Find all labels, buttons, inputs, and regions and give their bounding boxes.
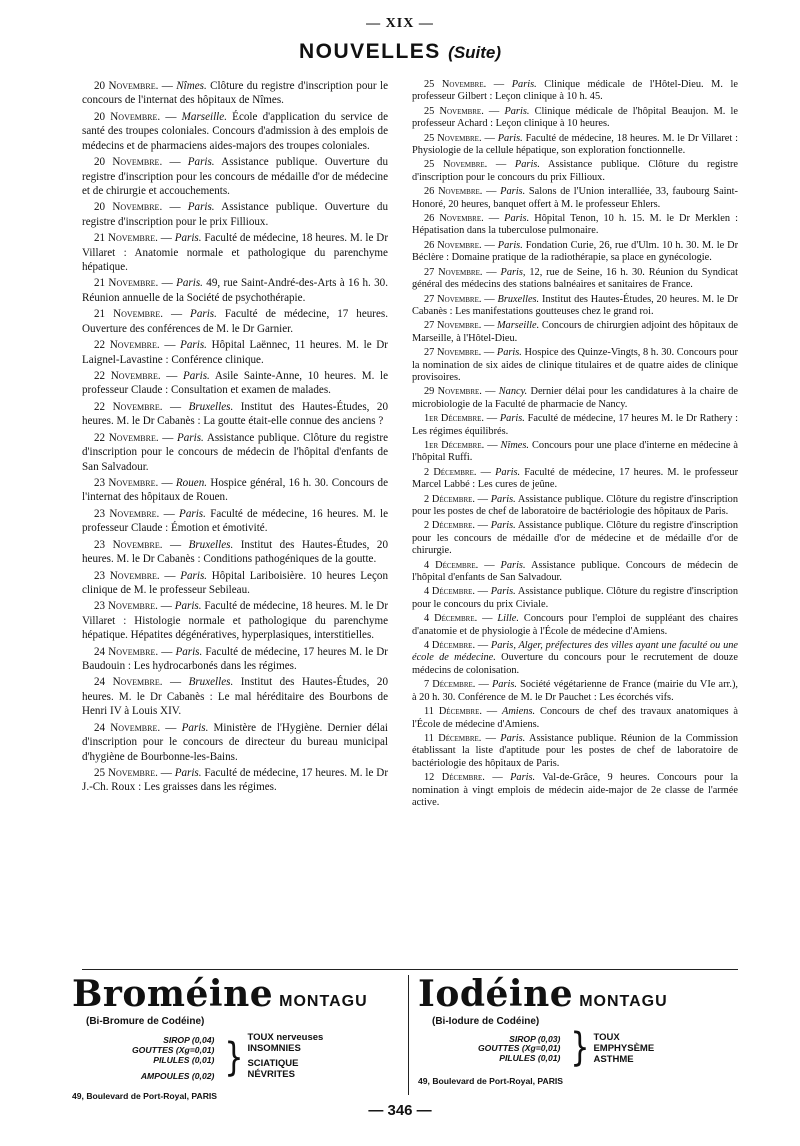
entry-text: Clinique médicale de l'Hôtel-Dieu. M. le professeur Gilbert : Leçon clinique à 10 h. 45. xyxy=(412,79,738,103)
entry-date: 12 Décembre. xyxy=(424,772,485,784)
entry-date: 24 Novembre. xyxy=(94,645,159,658)
bromeine-brand-name: Broméine xyxy=(72,973,274,1015)
entry-date: 4 Décembre. xyxy=(424,559,479,571)
news-entry: 26 Novembre. — Paris. Fondation Curie, 26, rue d'Ulm. 10 h. 30. M. le Dr Béclère : Domaine pratique de la radiothérapie, sa place en gynécologie. xyxy=(412,239,738,264)
news-entry: 7 Décembre. — Paris. Société végétarienne de France (mairie du VIe arr.), à 20 h. 30. Conférence de M. le Dr Pauchet : Les écorchés vifs. xyxy=(412,679,738,703)
section-title xyxy=(0,40,800,64)
news-entry: 4 Décembre. — Paris, Alger, préfectures des villes ayant une faculté ou une école de médecine. Ouverture du concours pour le recrutement de douze médecins de colonisation. xyxy=(412,640,738,676)
dosage-item: PILULES (0,01) xyxy=(153,1054,215,1065)
bromeine-dosage-list xyxy=(132,1036,220,1082)
entry-city: Lille. xyxy=(497,613,519,625)
entry-city: Marseille. xyxy=(181,110,227,123)
entry-city: Paris. xyxy=(187,201,215,214)
entry-city: Paris. xyxy=(175,645,203,658)
entry-text: Assistance publique. Clôture du registre d'inscription pour les concours de médaille d'or de médecine et de médaille d'or de chirurgie. xyxy=(412,520,738,557)
entry-text: Faculté de médecine, 18 heures. M. le Dr Villaret : Physiologie de la cellule hépatique, son exploration fonctionnelle. xyxy=(412,132,738,157)
right-column xyxy=(412,79,738,967)
entry-date: 22 Novembre. xyxy=(94,339,160,352)
entry-text: Dernier délai pour les candidatures à la chaire de microbiologie de la Faculté de pharmacie de Nancy. xyxy=(412,386,738,410)
entry-city: Nancy. xyxy=(498,386,528,398)
entry-text: Clinique médicale de l'hôpital Beaujon. M. le professeur Achard : Leçon clinique à 10 heures. xyxy=(412,105,738,130)
entry-city: Paris. xyxy=(504,105,530,117)
entry-city: Marseille. xyxy=(496,320,540,332)
entry-city: Bruxelles. xyxy=(188,676,234,689)
entry-date: 25 Novembre. xyxy=(424,159,488,171)
entry-date: 27 Novembre. xyxy=(424,320,482,332)
entry-date: 21 Novembre. xyxy=(94,277,159,290)
entry-city: Paris. xyxy=(490,493,516,505)
entry-city: Paris. xyxy=(500,559,526,571)
entry-text: Hospice général, 16 h. 30. Concours de l'internat des hôpitaux de Rouen. xyxy=(82,476,388,504)
entry-date: 23 Novembre. xyxy=(94,600,158,613)
entry-date: 25 Novembre. xyxy=(424,132,482,144)
entry-city: Paris. xyxy=(490,586,516,598)
news-entry: 21 Novembre. — Paris. Faculté de médecine, 17 heures. Ouverture des conférences de M. le Dr Garnier. xyxy=(82,308,388,335)
indication-item: TOUX xyxy=(593,1032,620,1043)
entry-text: Hôpital Tenon, 10 h. 15. M. le Dr Merklen : Hépatisation dans la tuberculose pulmonaire. xyxy=(412,213,738,237)
entry-date: 27 Novembre. xyxy=(424,266,483,278)
entry-city: Paris. xyxy=(510,772,536,784)
news-entry: 27 Novembre. — Bruxelles. Institut des Hautes-Études, 20 heures. M. le Dr Cabanès : Les manifestations goutteuses chez le grand roi. xyxy=(412,293,738,317)
entry-text: Assistance publique. Clôture du registre d'inscription pour les postes de chef de laboratoire de bactériologie des hôpitaux de Paris. xyxy=(412,493,738,517)
entry-city: Paris. xyxy=(181,721,209,734)
entry-text: Fondation Curie, 26, rue d'Ulm. 10 h. 30. M. le Dr Béclère : Domaine pratique de la radiothérapie, sa place en gynécologie. xyxy=(412,239,738,264)
entry-city: Paris. xyxy=(504,213,530,225)
entry-text: Assistance publique. Ouverture du registre d'inscription pour le prix Fillioux. xyxy=(82,201,388,228)
ads-divider-line xyxy=(82,969,738,970)
entry-city: Paris. xyxy=(180,339,207,352)
indication-item: NÉVRITES xyxy=(247,1068,295,1080)
dosage-item: GOUTTES (Xg=0,01) xyxy=(132,1044,215,1055)
entry-date: 23 Novembre. xyxy=(94,507,160,520)
news-entry: 4 Décembre. — Paris. Assistance publique. Concours de médecin de l'hôpital d'enfants de San Salvadour. xyxy=(412,559,738,584)
bromeine-indications xyxy=(247,1033,323,1085)
news-entry: 4 Décembre. — Paris. Assistance publique. Clôture du registre d'inscription pour le concours du prix Civiale. xyxy=(412,586,738,610)
news-entry: 27 Novembre. — Marseille. Concours de chirurgien adjoint des hôpitaux de Marseille, à l'Hôtel-Dieu. xyxy=(412,320,738,344)
dosage-item: PILULES (0,01) xyxy=(499,1053,561,1064)
entry-date: 20 Novembre. xyxy=(94,110,161,123)
entry-text: Faculté de médecine, 18 heures. M. le Dr Villaret : Histologie normale et pathologique du parenchyme hépatique. Hépatites dégénératives, hyperplasiques, interstitielles. xyxy=(82,600,388,642)
entry-text: Faculté de médecine, 16 heures. M. le professeur Claude : Émotion et émotivité. xyxy=(82,507,388,535)
entry-text: Ministère de l'Hygiène. Dernier délai d'inscription pour le concours de directeur du bureau municipal d'hygiène de Bourbonne-les-Bains. xyxy=(82,721,388,763)
entry-date: 21 Novembre. xyxy=(94,308,163,321)
entry-date: 24 Novembre. xyxy=(94,676,163,689)
entry-date: 27 Novembre. xyxy=(424,347,482,359)
entry-text: Concours de chirurgien adjoint des hôpitaux de Marseille, à l'Hôtel-Dieu. xyxy=(412,320,738,344)
news-entry: 22 Novembre. — Paris. Assistance publique. Clôture du registre d'inscription pour le concours de médecin de l'hôpital d'enfants de San Salvadour. xyxy=(82,431,388,473)
entry-date: 27 Novembre. xyxy=(424,293,482,305)
entry-city: Paris. xyxy=(179,507,206,520)
entry-city: Paris. xyxy=(499,413,525,425)
entry-text: Salons de l'Union interalliée, 33, faubourg Saint-Honoré, 20 heures, banquet offert à M. le professeur Ehlers. xyxy=(412,186,738,210)
entry-city: Paris. xyxy=(187,156,215,169)
entry-text: Faculté de médecine, 17 heures. M. le professeur Marcel Labbé : Les cures de jeûne. xyxy=(412,466,738,491)
entry-city: Paris. xyxy=(180,569,208,582)
news-entry: 2 Décembre. — Paris. Faculté de médecine, 17 heures. M. le professeur Marcel Labbé : Les cures de jeûne. xyxy=(412,466,738,491)
entry-text: Institut des Hautes-Études, 20 heures. M. le Dr Cabanès : La goutte était-elle connue des anciens ? xyxy=(82,400,388,428)
indication-toux: TOUX nerveuses xyxy=(247,1032,324,1043)
news-entry: 25 Novembre. — Paris. Clinique médicale de l'Hôtel-Dieu. M. le professeur Gilbert : Leçon clinique à 10 h. 45. xyxy=(412,79,738,103)
indication-item: SCIATIQUE xyxy=(247,1057,299,1069)
entry-city: Paris, Alger, préfectures des villes ayant une faculté ou une école de médecine. xyxy=(412,640,738,664)
iodeine-advertisement xyxy=(418,974,748,1098)
news-entry: 23 Novembre. — Paris. Faculté de médecine, 18 heures. M. le Dr Villaret : Histologie normale et pathologique du parenchyme hépatique. Hépatites dégénératives, hyperplasiques, interstitielles. xyxy=(82,600,388,642)
news-entry: 20 Novembre. — Paris. Assistance publique. Ouverture du registre d'inscription pour le prix Fillioux. xyxy=(82,201,388,228)
bromeine-brand xyxy=(72,974,402,1014)
section-title-suffix: (Suite) xyxy=(448,43,502,62)
entry-text: Assistance publique. Clôture du registre d'inscription pour le concours du prix Fillioux. xyxy=(412,159,738,183)
entry-text: Concours pour l'emploi de suppléant des chaires d'anatomie et de physiologie à l'École de médecine d'Amiens. xyxy=(412,613,738,637)
entry-date: 2 Décembre. xyxy=(424,493,475,505)
entry-city: Paris. xyxy=(495,466,521,478)
section-title-text: NOUVELLES xyxy=(298,40,441,63)
news-entry: 22 Novembre. — Paris. Hôpital Laënnec, 11 heures. M. le Dr Laignel-Lavastine : Conférence clinique. xyxy=(82,339,388,366)
entry-date: 4 Décembre. xyxy=(424,640,476,652)
news-entry: 20 Novembre. — Nîmes. Clôture du registre d'inscription pour le concours de l'internat des hôpitaux de Nîmes. xyxy=(82,80,388,107)
entry-date: 1er Décembre. xyxy=(424,413,484,425)
entry-date: 23 Novembre. xyxy=(94,476,159,489)
entry-city: Bruxelles. xyxy=(497,293,540,305)
news-entry: 26 Novembre. — Paris. Hôpital Tenon, 10 h. 15. M. le Dr Merklen : Hépatisation dans la tuberculose pulmonaire. xyxy=(412,213,738,237)
iodeine-dosage-block xyxy=(418,1025,748,1072)
entry-city: Paris. xyxy=(496,347,522,359)
ads-vertical-divider xyxy=(408,975,409,1095)
entry-city: Bruxelles. xyxy=(188,400,234,413)
dosage-item: AMPOULES (0,02) xyxy=(140,1070,215,1081)
entry-text: Société végétarienne de France (mairie du VIe arr.), à 20 h. 30. Conférence de M. le Dr Pauchet : Les écorchés vifs. xyxy=(412,679,738,703)
bromeine-dosage-block xyxy=(72,1033,402,1085)
entry-text: Hôpital Lariboisière. 10 heures Leçon clinique de M. le professeur Sebileau. xyxy=(82,569,388,596)
entry-city: Paris. xyxy=(491,679,517,691)
news-entry: 4 Décembre. — Lille. Concours pour l'emploi de suppléant des chaires d'anatomie et de physiologie à l'École de médecine d'Amiens. xyxy=(412,613,738,637)
news-entry: 25 Novembre. — Paris. Faculté de médecine, 18 heures. M. le Dr Villaret : Physiologie de la cellule hépatique, son exploration fonctionnelle. xyxy=(412,132,738,157)
news-entry: 21 Novembre. — Paris. 49, rue Saint-André-des-Arts à 16 h. 30. Réunion annuelle de la Société de psychothérapie. xyxy=(82,277,388,304)
news-entry: 23 Novembre. — Paris. Hôpital Lariboisière. 10 heures Leçon clinique de M. le professeur Sebileau. xyxy=(82,569,388,596)
entry-city: Paris. xyxy=(176,277,203,290)
entry-text: Faculté de médecine, 17 heures. M. le Dr J.-Ch. Roux : Les graisses dans les régimes. xyxy=(82,766,388,794)
news-entry: 29 Novembre. — Nancy. Dernier délai pour les candidatures à la chaire de microbiologie de la Faculté de pharmacie de Nancy. xyxy=(412,386,738,410)
entry-city: Paris. xyxy=(190,308,217,321)
entry-text: 12, rue de Seine, 16 h. 30. Réunion du Syndicat général des médecins des stations balnéaires et sanitaires de France. xyxy=(412,266,738,291)
entry-text: Clôture du registre d'inscription pour le concours de l'internat des hôpitaux de Nîmes. xyxy=(82,80,388,107)
dosage-item: SIROP (0,04) xyxy=(163,1035,215,1046)
news-entry: 24 Novembre. — Paris. Faculté de médecine, 17 heures M. le Dr Baudouin : Les hydrocarbonés dans les régimes. xyxy=(82,645,388,673)
entry-date: 24 Novembre. xyxy=(94,721,161,734)
indication-item: ASTHME xyxy=(593,1053,634,1065)
iodeine-subtitle: (Bi-Iodure de Codéine) xyxy=(432,1016,540,1027)
news-entry: 20 Novembre. — Paris. Assistance publique. Ouverture du registre d'inscription pour les concours de médaille d'or de médecine et de chirurgie et accouchements. xyxy=(82,156,388,197)
entry-date: 26 Novembre. xyxy=(424,186,483,198)
news-entry: 1er Décembre. — Nîmes. Concours pour une place d'interne en médecine à l'hôpital Ruffi. xyxy=(412,439,738,464)
indication-group xyxy=(247,1033,323,1055)
entry-date: 20 Novembre. xyxy=(94,80,159,92)
left-column xyxy=(82,79,388,967)
iodeine-brand xyxy=(418,974,748,1014)
entry-text: Institut des Hautes-Études, 20 heures. M. le Dr Cabanès : Conditions pathogéniques de la goutte. xyxy=(82,538,388,566)
entry-date: 25 Novembre. xyxy=(424,105,484,117)
entry-date: 4 Décembre. xyxy=(424,613,478,625)
entry-text: École d'application du service de santé des troupes coloniales. Concours d'admission à des emplois de médecins et de pharmaciens aides-majors des troupes coloniales. xyxy=(82,110,388,152)
entry-date: 23 Novembre. xyxy=(94,569,160,582)
entry-date: 4 Décembre. xyxy=(424,586,475,598)
entry-date: 11 Décembre. xyxy=(424,732,482,744)
brace-glyph: } xyxy=(224,1035,244,1081)
entry-text: Institut des Hautes-Études, 20 heures. M. le Dr Cabanès : Le mal héréditaire des Bourbons de Henri IV à Louis XIV. xyxy=(82,676,388,718)
entry-city: Paris. xyxy=(511,79,537,90)
entry-city: Nîmes. xyxy=(500,439,529,451)
dosage-item: GOUTTES (Xg=0,01) xyxy=(478,1043,561,1054)
entry-date: 26 Novembre. xyxy=(424,213,484,225)
entry-text: Hospice des Quinze-Vingts, 8 h. 30. Concours pour la nomination de six aides de clinique titulaires et de quatre aides de clinique provisoires. xyxy=(412,347,738,383)
news-entry: 25 Novembre. — Paris. Clinique médicale de l'hôpital Beaujon. M. le professeur Achard : Leçon clinique à 10 heures. xyxy=(412,105,738,130)
entry-city: Paris. xyxy=(174,600,202,613)
entry-date: 2 Décembre. xyxy=(424,466,477,478)
news-entry: 21 Novembre. — Paris. Faculté de médecine, 18 heures. M. le Dr Villaret : Anatomie normale et pathologique du parenchyme hépatique. xyxy=(82,232,388,274)
iodeine-brand-name: Iodéine xyxy=(418,973,574,1015)
entry-city: Amiens. xyxy=(502,706,536,718)
entry-text: Val-de-Grâce, 9 heures. Concours pour la nomination à vingt emplois de médecin aide-major de 2e classe de l'armée active. xyxy=(412,772,738,808)
entry-text: Hôpital Laënnec, 11 heures. M. le Dr Laignel-Lavastine : Conférence clinique. xyxy=(82,339,388,366)
news-entry: 12 Décembre. — Paris. Val-de-Grâce, 9 heures. Concours pour la nomination à vingt emplois de médecin aide-major de 2e classe de l'armée active. xyxy=(412,772,738,808)
iodeine-dosage-list xyxy=(478,1035,566,1065)
news-entry: 23 Novembre. — Bruxelles. Institut des Hautes-Études, 20 heures. M. le Dr Cabanès : Conditions pathogéniques de la goutte. xyxy=(82,538,388,566)
indication-item: INSOMNIES xyxy=(247,1042,301,1054)
entry-city: Bruxelles. xyxy=(188,538,234,551)
entry-date: 20 Novembre. xyxy=(94,201,163,214)
entry-text: Faculté de médecine, 17 heures. Ouverture des conférences de M. le Dr Garnier. xyxy=(82,308,388,335)
entry-text: Assistance publique. Clôture du registre d'inscription pour le concours de médecin de l'hôpital d'enfants de San Salvadour. xyxy=(82,431,388,473)
news-entry: 22 Novembre. — Paris. Asile Sainte-Anne, 10 heures. M. le professeur Claude : Consultation et examen de malades. xyxy=(82,370,388,397)
entry-text: Concours pour une place d'interne en médecine à l'hôpital Ruffi. xyxy=(412,439,738,464)
entry-text: Assistance publique. Concours de médecin de l'hôpital d'enfants de San Salvadour. xyxy=(412,559,738,584)
entry-city: Rouen. xyxy=(175,476,208,489)
news-entry: 26 Novembre. — Paris. Salons de l'Union interalliée, 33, faubourg Saint-Honoré, 20 heures, banquet offert à M. le professeur Ehlers. xyxy=(412,186,738,210)
news-entry: 2 Décembre. — Paris. Assistance publique. Clôture du registre d'inscription pour les concours de médaille d'or de médecine et de médaille d'or de chirurgie. xyxy=(412,520,738,557)
entry-text: 49, rue Saint-André-des-Arts à 16 h. 30. Réunion annuelle de la Société de psychothérapie. xyxy=(82,277,388,304)
entry-text: Ouverture du concours pour le recrutement de douze médecins de colonisation. xyxy=(412,652,738,676)
news-entry: 11 Décembre. — Paris. Assistance publique. Réunion de la Commission établissant la liste d'aptitude pour les postes de chef de laboratoire de bactériologie des hôpitaux de Paris. xyxy=(412,732,738,769)
entry-date: 20 Novembre. xyxy=(94,156,163,169)
page-number-top: — XIX — xyxy=(366,16,434,31)
news-entry: 23 Novembre. — Paris. Faculté de médecine, 16 heures. M. le professeur Claude : Émotion et émotivité. xyxy=(82,507,388,535)
entry-date: 26 Novembre. xyxy=(424,239,482,251)
entry-text: Assistance publique. Clôture du registre d'inscription pour le concours du prix Civiale. xyxy=(412,586,738,610)
dosage-item: SIROP (0,03) xyxy=(509,1033,561,1044)
entry-city: Paris. xyxy=(500,186,526,198)
page-number-bottom: — 346 — xyxy=(368,1102,432,1119)
entry-text: Faculté de médecine, 17 heures M. le Dr Baudouin : Les hydrocarbonés dans les régimes. xyxy=(82,645,388,673)
entry-date: 29 Novembre. xyxy=(424,386,482,398)
entry-date: 2 Décembre. xyxy=(424,520,475,532)
entry-date: 25 Novembre. xyxy=(94,766,158,779)
news-entry: 1er Décembre. — Paris. Faculté de médecine, 17 heures M. le Dr Rathery : Les régimes équilibrés. xyxy=(412,413,738,437)
news-entry: 11 Décembre. — Amiens. Concours de chef des travaux anatomiques à l'École de médecine d'Amiens. xyxy=(412,706,738,730)
entry-city: Paris. xyxy=(174,766,202,779)
bromeine-brand-suffix: MONTAGU xyxy=(279,993,368,1010)
entry-city: Paris, xyxy=(500,266,526,278)
entry-text: Faculté de médecine, 18 heures. M. le Dr Villaret : Anatomie normale et pathologique du parenchyme hépatique. xyxy=(82,232,388,274)
entry-date: 23 Novembre. xyxy=(94,538,163,551)
entry-text: Concours de chef des travaux anatomiques à l'École de médecine d'Amiens. xyxy=(412,706,738,730)
bromeine-subtitle: (Bi-Bromure de Codéine) xyxy=(86,1016,205,1027)
news-entry: 23 Novembre. — Rouen. Hospice général, 16 h. 30. Concours de l'internat des hôpitaux de Rouen. xyxy=(82,476,388,504)
entry-text: Faculté de médecine, 17 heures M. le Dr Rathery : Les régimes équilibrés. xyxy=(412,413,738,437)
entry-city: Paris. xyxy=(174,232,202,245)
entry-date: 25 Novembre. xyxy=(424,79,487,90)
bromeine-address: 49, Boulevard de Port-Royal, PARIS xyxy=(72,1090,218,1101)
entry-date: 11 Décembre. xyxy=(424,706,482,718)
news-entry: 25 Novembre. — Paris. Assistance publique. Clôture du registre d'inscription pour le concours du prix Fillioux. xyxy=(412,159,738,183)
news-entry: 24 Novembre. — Paris. Ministère de l'Hygiène. Dernier délai d'inscription pour le concours de directeur du bureau municipal d'hygiène de Bourbonne-les-Bains. xyxy=(82,721,388,763)
entry-date: 1er Décembre. xyxy=(424,439,485,451)
iodeine-address: 49, Boulevard de Port-Royal, PARIS xyxy=(418,1075,564,1086)
entry-text: Asile Sainte-Anne, 10 heures. M. le professeur Claude : Consultation et examen de malades. xyxy=(82,370,388,397)
news-entry: 25 Novembre. — Paris. Faculté de médecine, 17 heures. M. le Dr J.-Ch. Roux : Les graisses dans les régimes. xyxy=(82,766,388,794)
news-entry: 27 Novembre. — Paris, 12, rue de Seine, 16 h. 30. Réunion du Syndicat général des médecins des stations balnéaires et sanitaires de France. xyxy=(412,266,738,291)
news-entry: 24 Novembre. — Bruxelles. Institut des Hautes-Études, 20 heures. M. le Dr Cabanès : Le mal héréditaire des Bourbons de Henri IV à Louis XIV. xyxy=(82,676,388,718)
entry-city: Paris. xyxy=(490,520,516,532)
entry-city: Paris. xyxy=(497,132,523,144)
entry-date: 22 Novembre. xyxy=(94,370,161,383)
entry-city: Paris. xyxy=(514,159,540,171)
iodeine-brand-suffix: MONTAGU xyxy=(579,993,668,1010)
iodeine-indications xyxy=(593,1033,654,1066)
entry-date: 21 Novembre. xyxy=(94,232,158,245)
entry-city: Nîmes. xyxy=(176,80,207,92)
news-entry: 2 Décembre. — Paris. Assistance publique. Clôture du registre d'inscription pour les postes de chef de laboratoire de bactériologie des hôpitaux de Paris. xyxy=(412,493,738,517)
entry-city: Paris. xyxy=(500,732,526,744)
brace-glyph: } xyxy=(570,1025,590,1072)
bromeine-advertisement xyxy=(72,973,402,1101)
indication-item: EMPHYSÈME xyxy=(593,1042,655,1054)
entry-date: 22 Novembre. xyxy=(94,400,163,413)
entry-text: Institut des Hautes-Études, 20 heures. M. le Dr Cabanès : Les manifestations goutteuses chez le grand roi. xyxy=(412,293,738,317)
entry-city: Paris. xyxy=(176,431,204,444)
entry-text: Assistance publique. Réunion de la Commission établissant la liste d'aptitude pour les postes de chef de laboratoire de bactériologie des hôpitaux de Paris. xyxy=(412,732,738,769)
entry-city: Paris. xyxy=(182,370,210,383)
entry-city: Paris. xyxy=(497,239,523,251)
indication-group xyxy=(247,1059,323,1081)
entry-date: 7 Décembre. xyxy=(424,679,476,691)
news-entry: 20 Novembre. — Marseille. École d'application du service de santé des troupes coloniales. Concours d'admission à des emplois de médecins et de pharmaciens aides-majors des troupes coloniales. xyxy=(82,110,388,152)
news-entry: 22 Novembre. — Bruxelles. Institut des Hautes-Études, 20 heures. M. le Dr Cabanès : La goutte était-elle connue des anciens ? xyxy=(82,400,388,428)
entry-date: 22 Novembre. xyxy=(94,431,159,444)
news-entry: 27 Novembre. — Paris. Hospice des Quinze-Vingts, 8 h. 30. Concours pour la nomination de six aides de clinique titulaires et de quatre aides de clinique provisoires. xyxy=(412,347,738,383)
entry-text: Assistance publique. Ouverture du registre d'inscription pour les concours de médaille d'or de médecine et de chirurgie et accouchements. xyxy=(82,156,388,197)
